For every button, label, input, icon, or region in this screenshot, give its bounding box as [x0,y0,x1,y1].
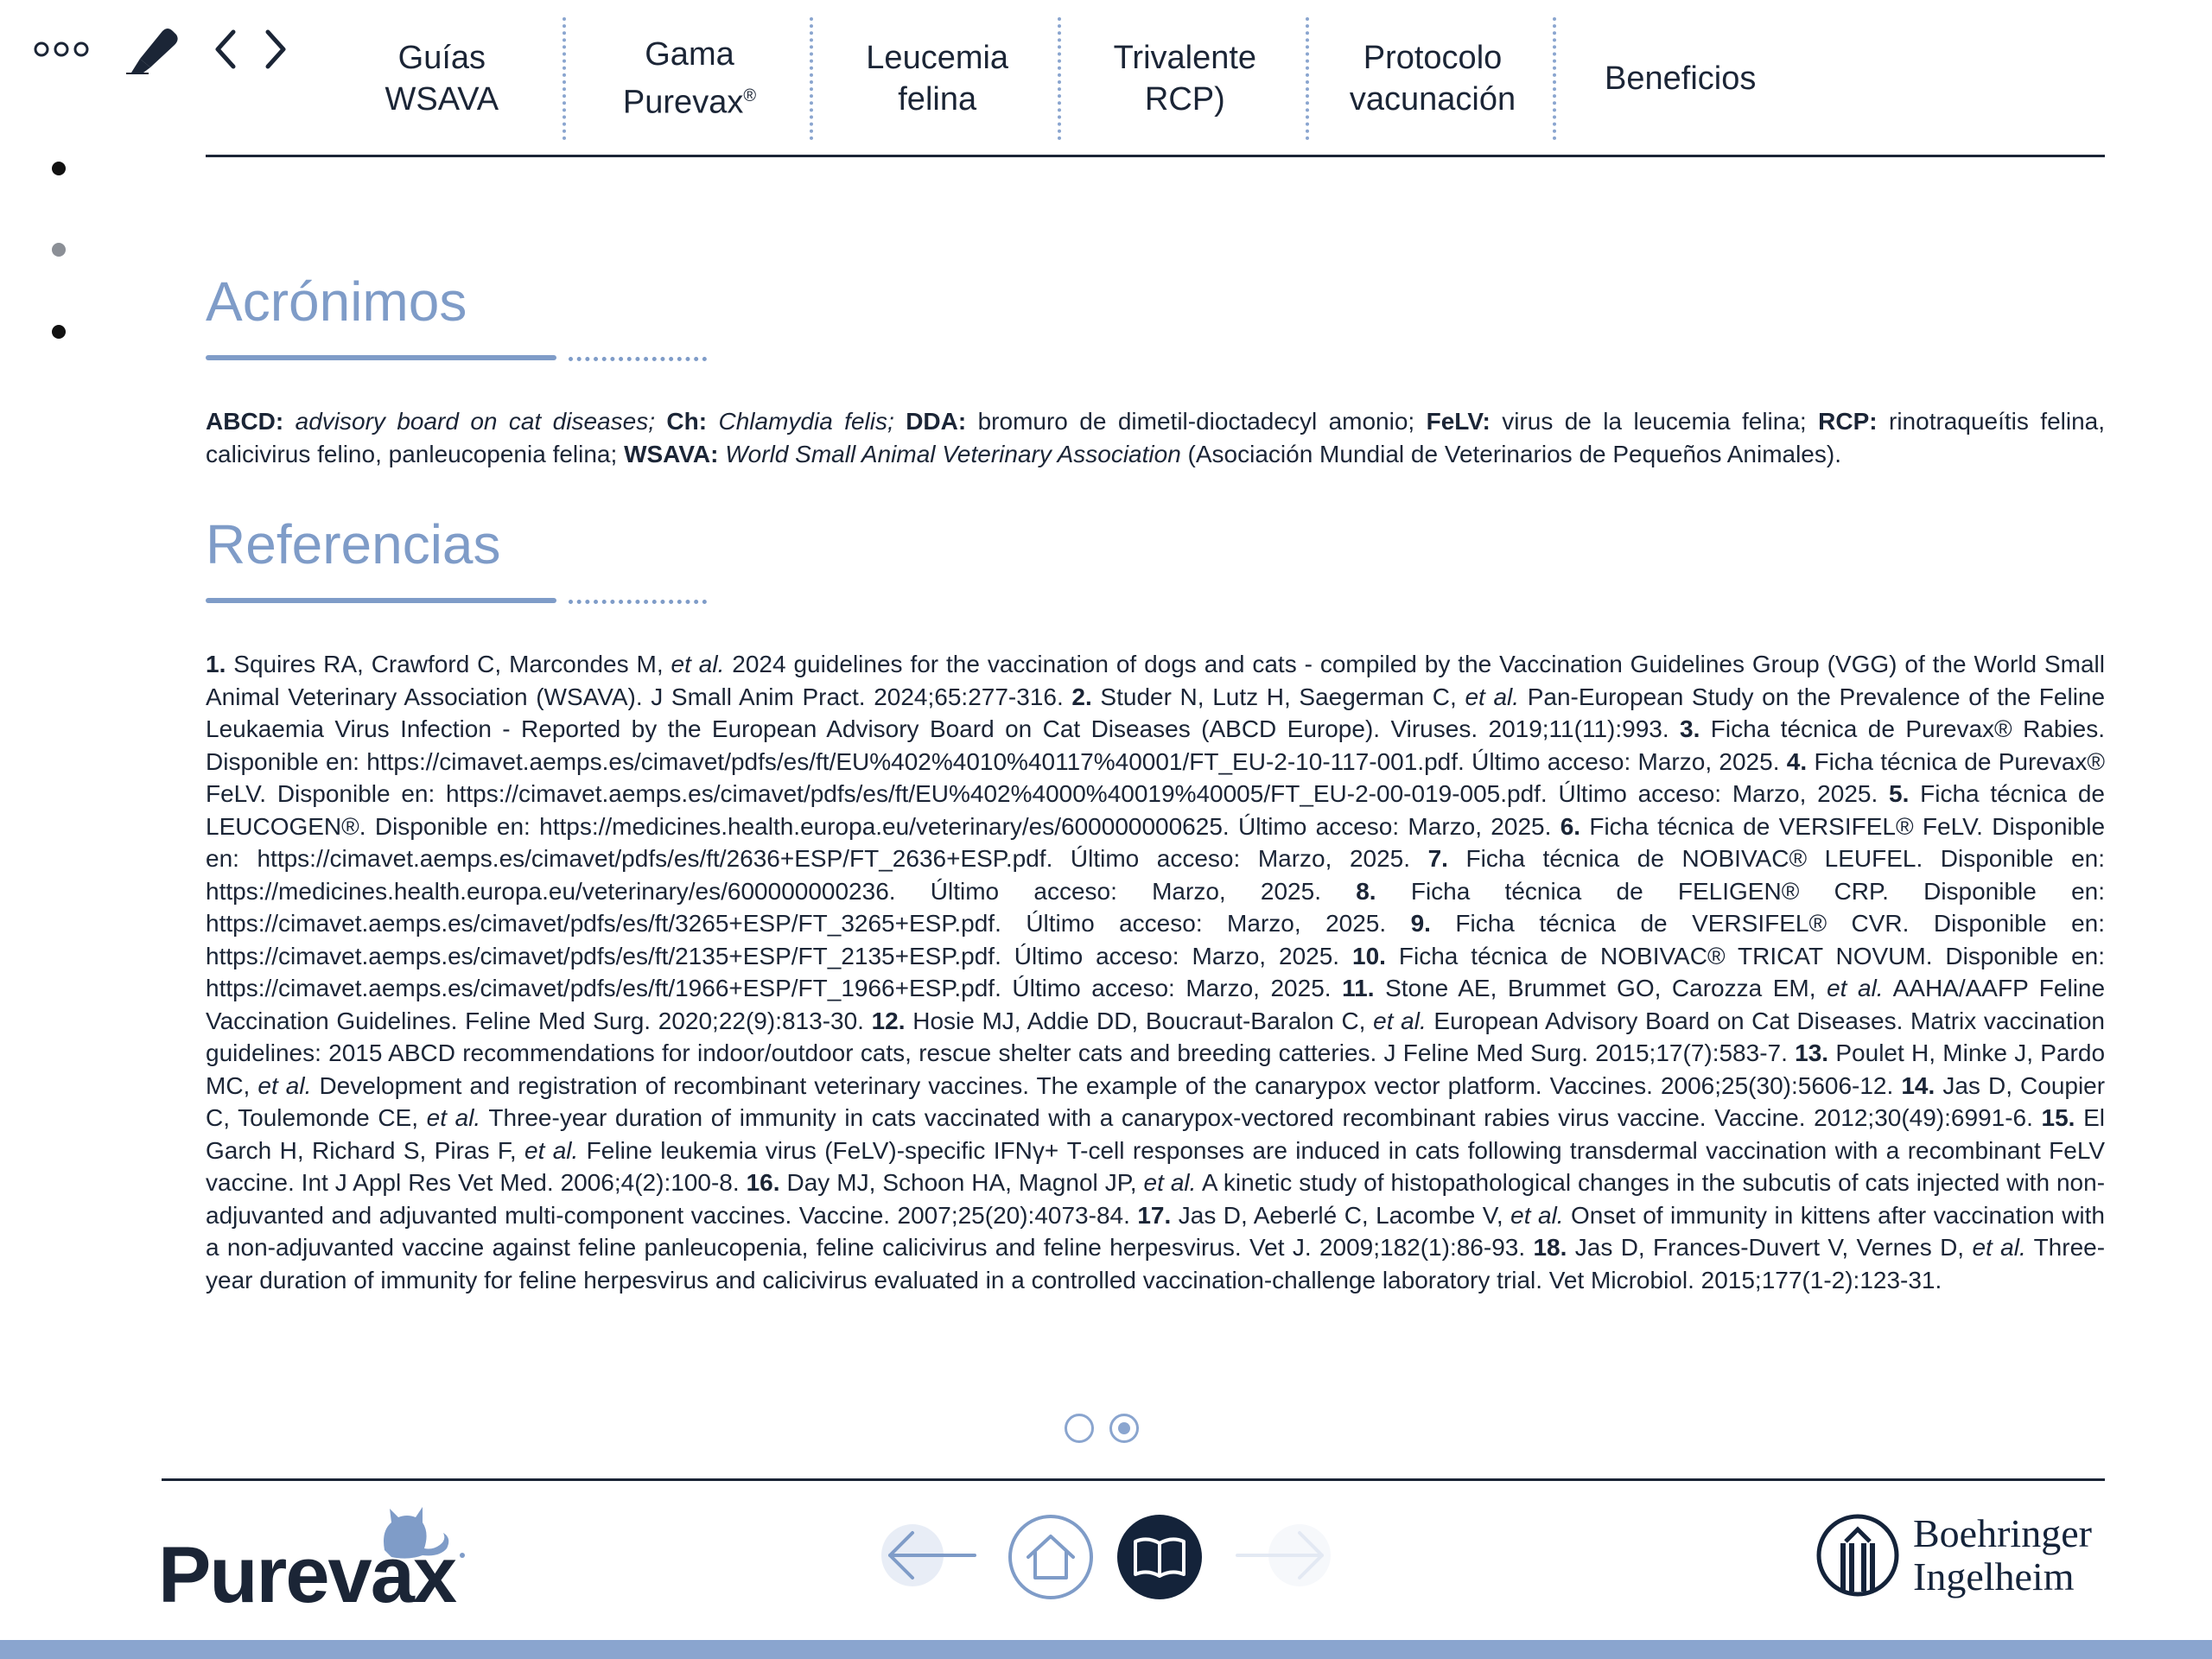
reference-text: Ficha técnica de NOBIVAC® TRICAT NOVUM. Disponible en: https://cimavet.aemps.es/cimavet/pdfs/es/ft/1966+ESP/FT_1966+ESP.pdf. Último acceso: Marzo, 2025. [206,942,2106,1001]
reference-number: 2. [1071,683,1092,710]
title-dotted-line [569,357,707,361]
reference-text: Studer N, Lutz H, Saegerman C, [1100,683,1457,710]
acronym-definition: advisory board on cat diseases; [295,408,655,435]
acronyms-text [206,405,2105,470]
title-dotted-line [569,600,707,604]
reference-text: AAHA/AAFP Feline Vaccination Guidelines. Feline Med Surg. 2020;22(9):813-30. [206,975,2106,1034]
prev-page-button[interactable] [878,1521,978,1594]
reference-number: 17. [1137,1201,1172,1229]
side-dot[interactable] [52,325,66,339]
tab-leucemia-felina[interactable] [813,17,1061,140]
references-title: Referencias [206,513,501,575]
reference-text: Ficha técnica de Purevax® FeLV. Disponible en: https://cimavet.aemps.es/cimavet/pdfs/es/ft/EU%402%4000%40019%40005/FT_EU-2-00-019-005.pdf. Último acceso: Marzo, 2025. [206,747,2106,807]
reference-number: 13. [1795,1039,1829,1066]
reference-etal: et al. [257,1071,312,1099]
reference-etal: et al. [1465,683,1520,710]
reference-etal: et al. [1373,1007,1427,1034]
reference-number: 16. [746,1169,780,1196]
bottom-accent-bar [0,1640,2212,1659]
page-indicator [1065,1414,1139,1443]
reference-etal: et al. [426,1104,481,1131]
reference-number: 9. [1410,910,1431,937]
home-button[interactable] [1007,1514,1094,1605]
highlighter-icon[interactable] [123,24,180,74]
acronym-definition: rinotraqueítis felina, calicivirus felino, panleucopenia felina; [206,408,2106,467]
acronym-abbr: DDA: [906,408,967,435]
brand-left-text: Purevax [158,1531,456,1609]
tab-protocolo-vacunacion[interactable] [1309,17,1557,140]
reference-etal: et al. [1972,1234,2026,1261]
tab-label: RCP) [1144,81,1225,118]
bi-emblem-icon [1815,1512,1901,1599]
tab-trivalente-rcp[interactable] [1061,17,1309,140]
tab-beneficios[interactable] [1556,17,1804,140]
next-page-button[interactable] [1234,1521,1334,1594]
reference-number: 4. [1786,747,1808,775]
reference-text: Onset of immunity in kittens after vaccination with a non-adjuvanted vaccine against feline panleucopenia, feline calicivirus and feline herpesvirus. Vet J. 2009;182(1):86-93. [206,1201,2105,1261]
brand-right-line1: Boehringer [1913,1511,2092,1555]
reference-text: A kinetic study of histopathological changes in the subcutis of cats injected with non-adjuvanted and adjuvanted multi-component vaccines. Vaccine. 2007;25(20):4073-84. [206,1169,2106,1229]
reference-number: 7. [1427,845,1448,872]
reference-text: Squires RA, Crawford C, Marcondes M, [233,651,664,677]
reference-text: Jas D, Coupier C, Toulemonde CE, [206,1071,2106,1131]
acronym-definition: Chlamydia felis; [718,408,894,435]
title-underline [206,598,556,603]
reference-text: Three-year duration of immunity for feline herpesvirus and calicivirus evaluated in a controlled vaccination-challenge laboratory trial. Vet Microbiol. 2015;177(1-2):123-31. [206,1234,2106,1294]
boehringer-ingelheim-logo [1815,1512,2092,1599]
page-dot-2[interactable] [1109,1414,1139,1443]
acronym-abbr: RCP: [1818,408,1878,435]
references-book-button[interactable] [1116,1514,1203,1605]
reference-number: 11. [1342,975,1375,1001]
reference-text: Jas D, Frances-Duvert V, Vernes D, [1574,1234,1965,1261]
reference-text: Ficha técnica de LEUCOGEN®. Disponible en: https://medicines.health.europa.eu/veterinary/es/600000000625. Último acceso: Marzo, 2025. [206,780,2105,840]
top-nav [318,17,1804,140]
brand-right-line2: Ingelheim [1913,1554,2075,1599]
reference-etal: et al. [1143,1169,1197,1196]
footer-navigation [878,1514,1336,1609]
tab-label: Gama [645,36,734,73]
reference-text: Day MJ, Schoon HA, Magnol JP, [786,1169,1137,1196]
tab-label: Beneficios [1605,60,1757,97]
reference-text: European Advisory Board on Cat Diseases. Matrix vaccination guidelines: 2015 ABCD recommendations for indoor/outdoor cats, rescue shelter cats and breeding catteries. J Feline Med Surg. 2015;17(7):583-7. [206,1007,2105,1066]
reference-number: 8. [1356,877,1376,905]
tab-label: Protocolo [1363,40,1503,76]
reference-text: Feline leukemia virus (FeLV)-specific IFNγ+ T-cell responses are induced in cats following transdermal vaccination with a recombinant FeLV vaccine. Int J Appl Res Vet Med. 2006;4(2):100-8. [206,1136,2106,1196]
reference-number: 6. [1560,812,1581,840]
reference-etal: et al. [1510,1201,1564,1229]
reference-text: Ficha técnica de Purevax® Rabies. Disponible en: https://cimavet.aemps.es/cimavet/pdfs/es/ft/EU%402%4010%40117%40001/FT_EU-2-10-117-001.pdf. Último acceso: Marzo, 2025. [206,715,2106,775]
tab-label: WSAVA [385,81,499,118]
reference-text: Ficha técnica de VERSIFEL® FeLV. Disponible en: https://cimavet.aemps.es/cimavet/pdfs/es/ft/2636+ESP/FT_2636+ESP.pdf. Último acceso: Marzo, 2025. [206,812,2106,872]
acronym-definition: World Small Animal Veterinary Association [725,440,1181,467]
tab-label: Leucemia [866,40,1009,76]
acronym-definition: virus de la leucemia felina; [1502,408,1807,435]
purevax-logo [158,1497,469,1613]
reference-etal: et al. [671,651,725,677]
footer-divider [162,1478,2105,1481]
reference-number: 14. [1901,1071,1936,1099]
reference-number: 1. [206,651,226,677]
reference-text: Pan-European Study on the Prevalence of the Feline Leukaemia Virus Infection - Reported by the European Advisory Board on Cat Diseases (ABCD Europe). Viruses. 2019;11(11):993. [206,683,2106,742]
tab-label: vacunación [1349,81,1516,118]
reference-number: 5. [1889,780,1910,807]
tab-guias-wsava[interactable] [318,17,566,140]
side-dot[interactable] [52,162,66,175]
references-text [206,648,2105,1296]
reference-text: 2024 guidelines for the vaccination of dogs and cats - compiled by the Vaccination Guidelines Group (VGG) of the World Small Animal Veterinary Association (WSAVA). J Small Anim Pract. 2024;65:277-316. [206,651,2105,710]
reference-number: 18. [1533,1234,1567,1261]
tab-label: Guías [397,40,486,76]
reference-text: Ficha técnica de VERSIFEL® CVR. Disponible en: https://cimavet.aemps.es/cimavet/pdfs/es/ft/2135+ESP/FT_2135+ESP.pdf. Último acceso: Marzo, 2025. [206,910,2105,969]
reference-number: 10. [1352,942,1386,969]
reference-number: 15. [2041,1104,2075,1131]
tab-label: Trivalente [1113,40,1257,76]
reference-text: Three-year duration of immunity in cats vaccinated with a canarypox-vectored recombinant rabies virus vaccine. Vaccine. 2012;30(49):6991-6. [488,1104,2033,1131]
reference-etal: et al. [1827,975,1884,1001]
reference-number: 12. [871,1007,906,1034]
reference-text: Development and registration of recombinant veterinary vaccines. The example of the canarypox vector platform. Vaccines. 2006;25(30):5606-12. [319,1071,1894,1099]
reference-text: Hosie MJ, Addie DD, Boucraut-Baralon C, [912,1007,1366,1034]
reference-text: Stone AE, Brummet GO, Carozza EM, [1385,975,1816,1001]
acronym-abbr: FeLV: [1426,408,1491,435]
reference-text: El Garch H, Richard S, Piras F, [206,1104,2106,1164]
reference-text: Ficha técnica de NOBIVAC® LEUFEL. Disponible en: https://medicines.health.europa.eu/veterinary/es/600000000236. Último acceso: Marzo, 2025. [206,845,2106,905]
acronyms-title: Acrónimos [206,270,467,333]
acronym-definition-suffix: (Asociación Mundial de Veterinarios de Pequeños Animales). [1180,440,1841,467]
reference-text: Poulet H, Minke J, Pardo MC, [206,1039,2106,1099]
reference-text: Ficha técnica de FELIGEN® CRP. Disponible en: https://cimavet.aemps.es/cimavet/pdfs/es/ft/3265+ESP/FT_3265+ESP.pdf. Último acceso: Marzo, 2025. [206,877,2106,937]
reference-number: 3. [1680,715,1700,742]
back-arrow-icon[interactable] [213,29,238,70]
title-underline [206,355,556,360]
page-dot-1[interactable] [1065,1414,1094,1443]
toolbar [33,19,289,79]
forward-arrow-icon[interactable] [263,29,289,70]
acronym-abbr: WSAVA: [624,440,719,467]
reference-etal: et al. [524,1136,579,1164]
registered-mark: ® [743,86,757,106]
acronym-abbr: ABCD: [206,408,284,435]
reference-text: Jas D, Aeberlé C, Lacombe V, [1178,1201,1503,1229]
acronym-abbr: Ch: [666,408,708,435]
tab-label: Purevax [622,84,744,121]
more-options-icon[interactable] [33,41,90,58]
acronym-definition: bromuro de dimetil-dioctadecyl amonio; [977,408,1415,435]
nav-divider [206,155,2105,157]
tab-label: felina [898,81,977,118]
side-dot[interactable] [52,243,66,257]
tab-gama-purevax[interactable] [566,17,814,140]
